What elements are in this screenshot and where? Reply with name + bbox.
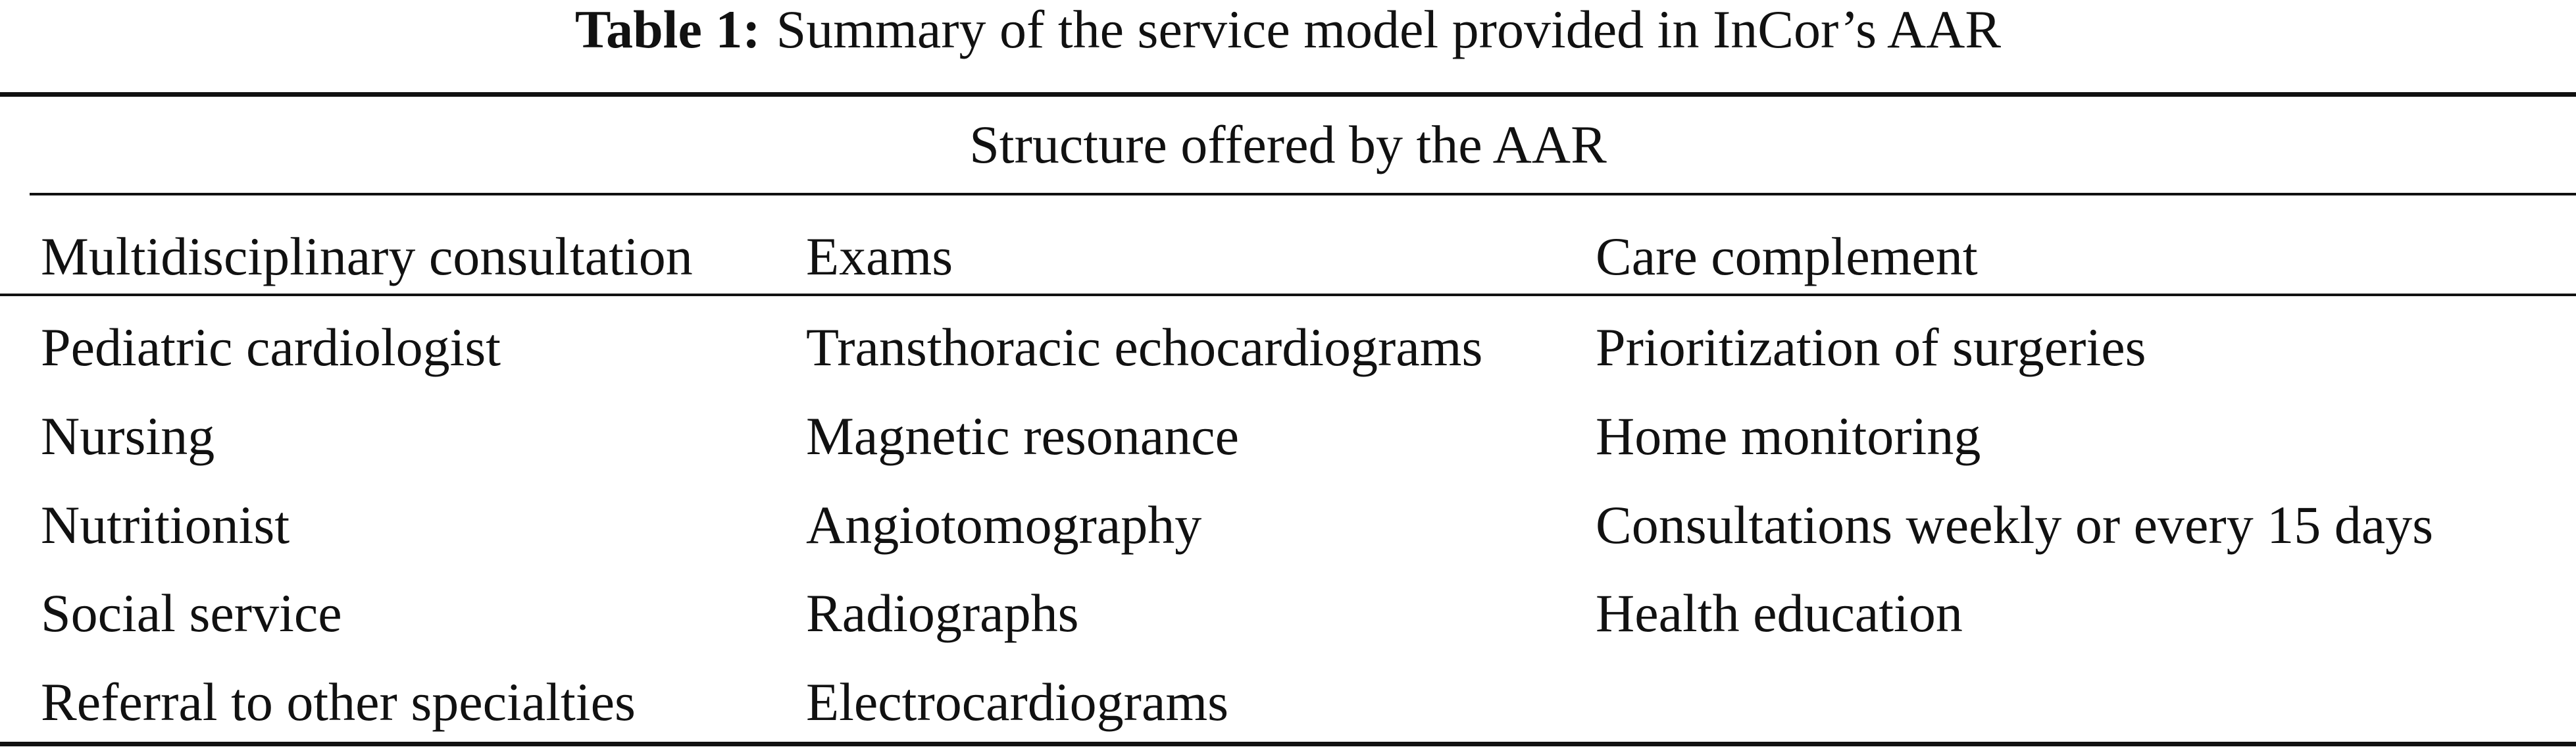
table-caption xyxy=(0,0,2576,72)
table-cell: Home monitoring xyxy=(1596,406,1981,466)
table-cell: Transthoracic echocardiograms xyxy=(806,317,1483,377)
table-caption-label: Table 1: xyxy=(574,0,761,59)
table-cell: Consultations weekly or every 15 days xyxy=(1596,495,2434,555)
table-cell: Prioritization of surgeries xyxy=(1596,317,2146,377)
column-header-care-complement: Care complement xyxy=(1596,226,1978,286)
table-cell: Radiographs xyxy=(806,583,1079,643)
table-cell: Nutritionist xyxy=(41,495,290,555)
table-cell: Angiotomography xyxy=(806,495,1202,555)
column-header-multidisciplinary-consultation: Multidisciplinary consultation xyxy=(41,226,693,286)
table-cell: Referral to other specialties xyxy=(41,672,636,732)
table-cell: Pediatric cardiologist xyxy=(41,317,501,377)
table-top-rule xyxy=(0,92,2576,97)
header-bottom-rule xyxy=(0,294,2576,296)
table-caption-text: Summary of the service model provided in InCor’s AAR xyxy=(776,0,2002,59)
spanning-header-rule xyxy=(30,193,2576,195)
table-cell: Health education xyxy=(1596,583,1963,643)
column-header-exams: Exams xyxy=(806,226,953,286)
table-bottom-rule xyxy=(0,742,2576,746)
table-cell: Social service xyxy=(41,583,342,643)
table-cell: Magnetic resonance xyxy=(806,406,1239,466)
table-cell: Nursing xyxy=(41,406,215,466)
table-spanning-header: Structure offered by the AAR xyxy=(969,115,1607,174)
table-cell: Electrocardiograms xyxy=(806,672,1229,732)
